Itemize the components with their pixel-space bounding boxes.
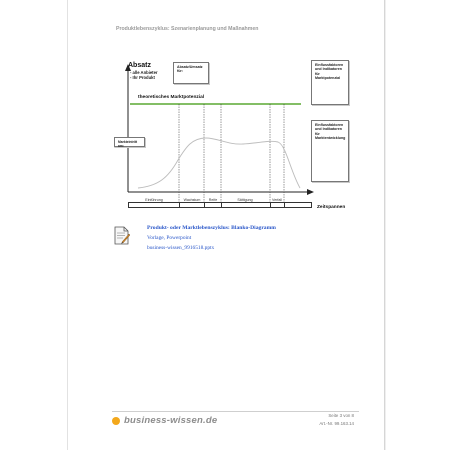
phase-bar [128, 202, 312, 208]
y-axis-sub-own: - Ihr Produkt [130, 75, 155, 80]
lifecycle-curve [138, 138, 300, 188]
document-page [67, 0, 385, 450]
x-axis-label: Zeitspannen [317, 205, 346, 210]
document-pencil-icon[interactable] [114, 226, 130, 245]
phase-label-saettigung: Sättigung [237, 198, 253, 202]
marktpotenzial-factors-box: Einflussfaktoren und Indikatoren für Marktpotenzial [311, 60, 349, 105]
phase-bar-divider [270, 203, 271, 207]
phase-bar-divider [284, 203, 285, 207]
phase-label-einfuehrung: Einführung [145, 198, 163, 202]
x-axis-arrow [307, 189, 314, 195]
footer-divider [112, 411, 359, 412]
brand-logo-text: business-wissen.de [124, 415, 218, 426]
phase-label-reife: Reife [208, 198, 218, 202]
phase-label-verfall: Verfall [272, 198, 282, 202]
page-number: Seite 3 von 8 [328, 413, 354, 418]
y-axis-sub-all: - alle Anbieter [130, 70, 158, 75]
phase-label-wachstum: Wachstum [183, 198, 201, 202]
page-header-title: Produktlebenszyklus: Szenarienplanung und Maßnahmen [116, 26, 259, 32]
attachment-title-link[interactable]: Produkt- oder Marktlebenszyklus: Blanko-Diagramm [147, 225, 276, 231]
attachment-filename-link[interactable]: business-wissen_9916518.pptx [147, 245, 215, 251]
marktentwicklung-factors-box: Einflussfaktoren und Indikatoren für Marktentwicklung [311, 120, 349, 182]
y-axis-title: Absatz [128, 62, 151, 69]
brand-logo-dot [112, 417, 120, 425]
market-potential-label: theoretisches Marktpotenzial [138, 95, 205, 100]
phase-bar-divider [221, 203, 222, 207]
attachment-type: Vorlage, Powerpoint [147, 235, 192, 241]
phase-bar-divider [179, 203, 180, 207]
article-number: Art.-Nr. 99.163.14 [319, 421, 354, 426]
phase-bar-divider [204, 203, 205, 207]
absatz-umsatz-box: Absatz/Umsatz für: [173, 62, 209, 84]
markteintritt-box: Markteintritt am: [114, 137, 145, 147]
